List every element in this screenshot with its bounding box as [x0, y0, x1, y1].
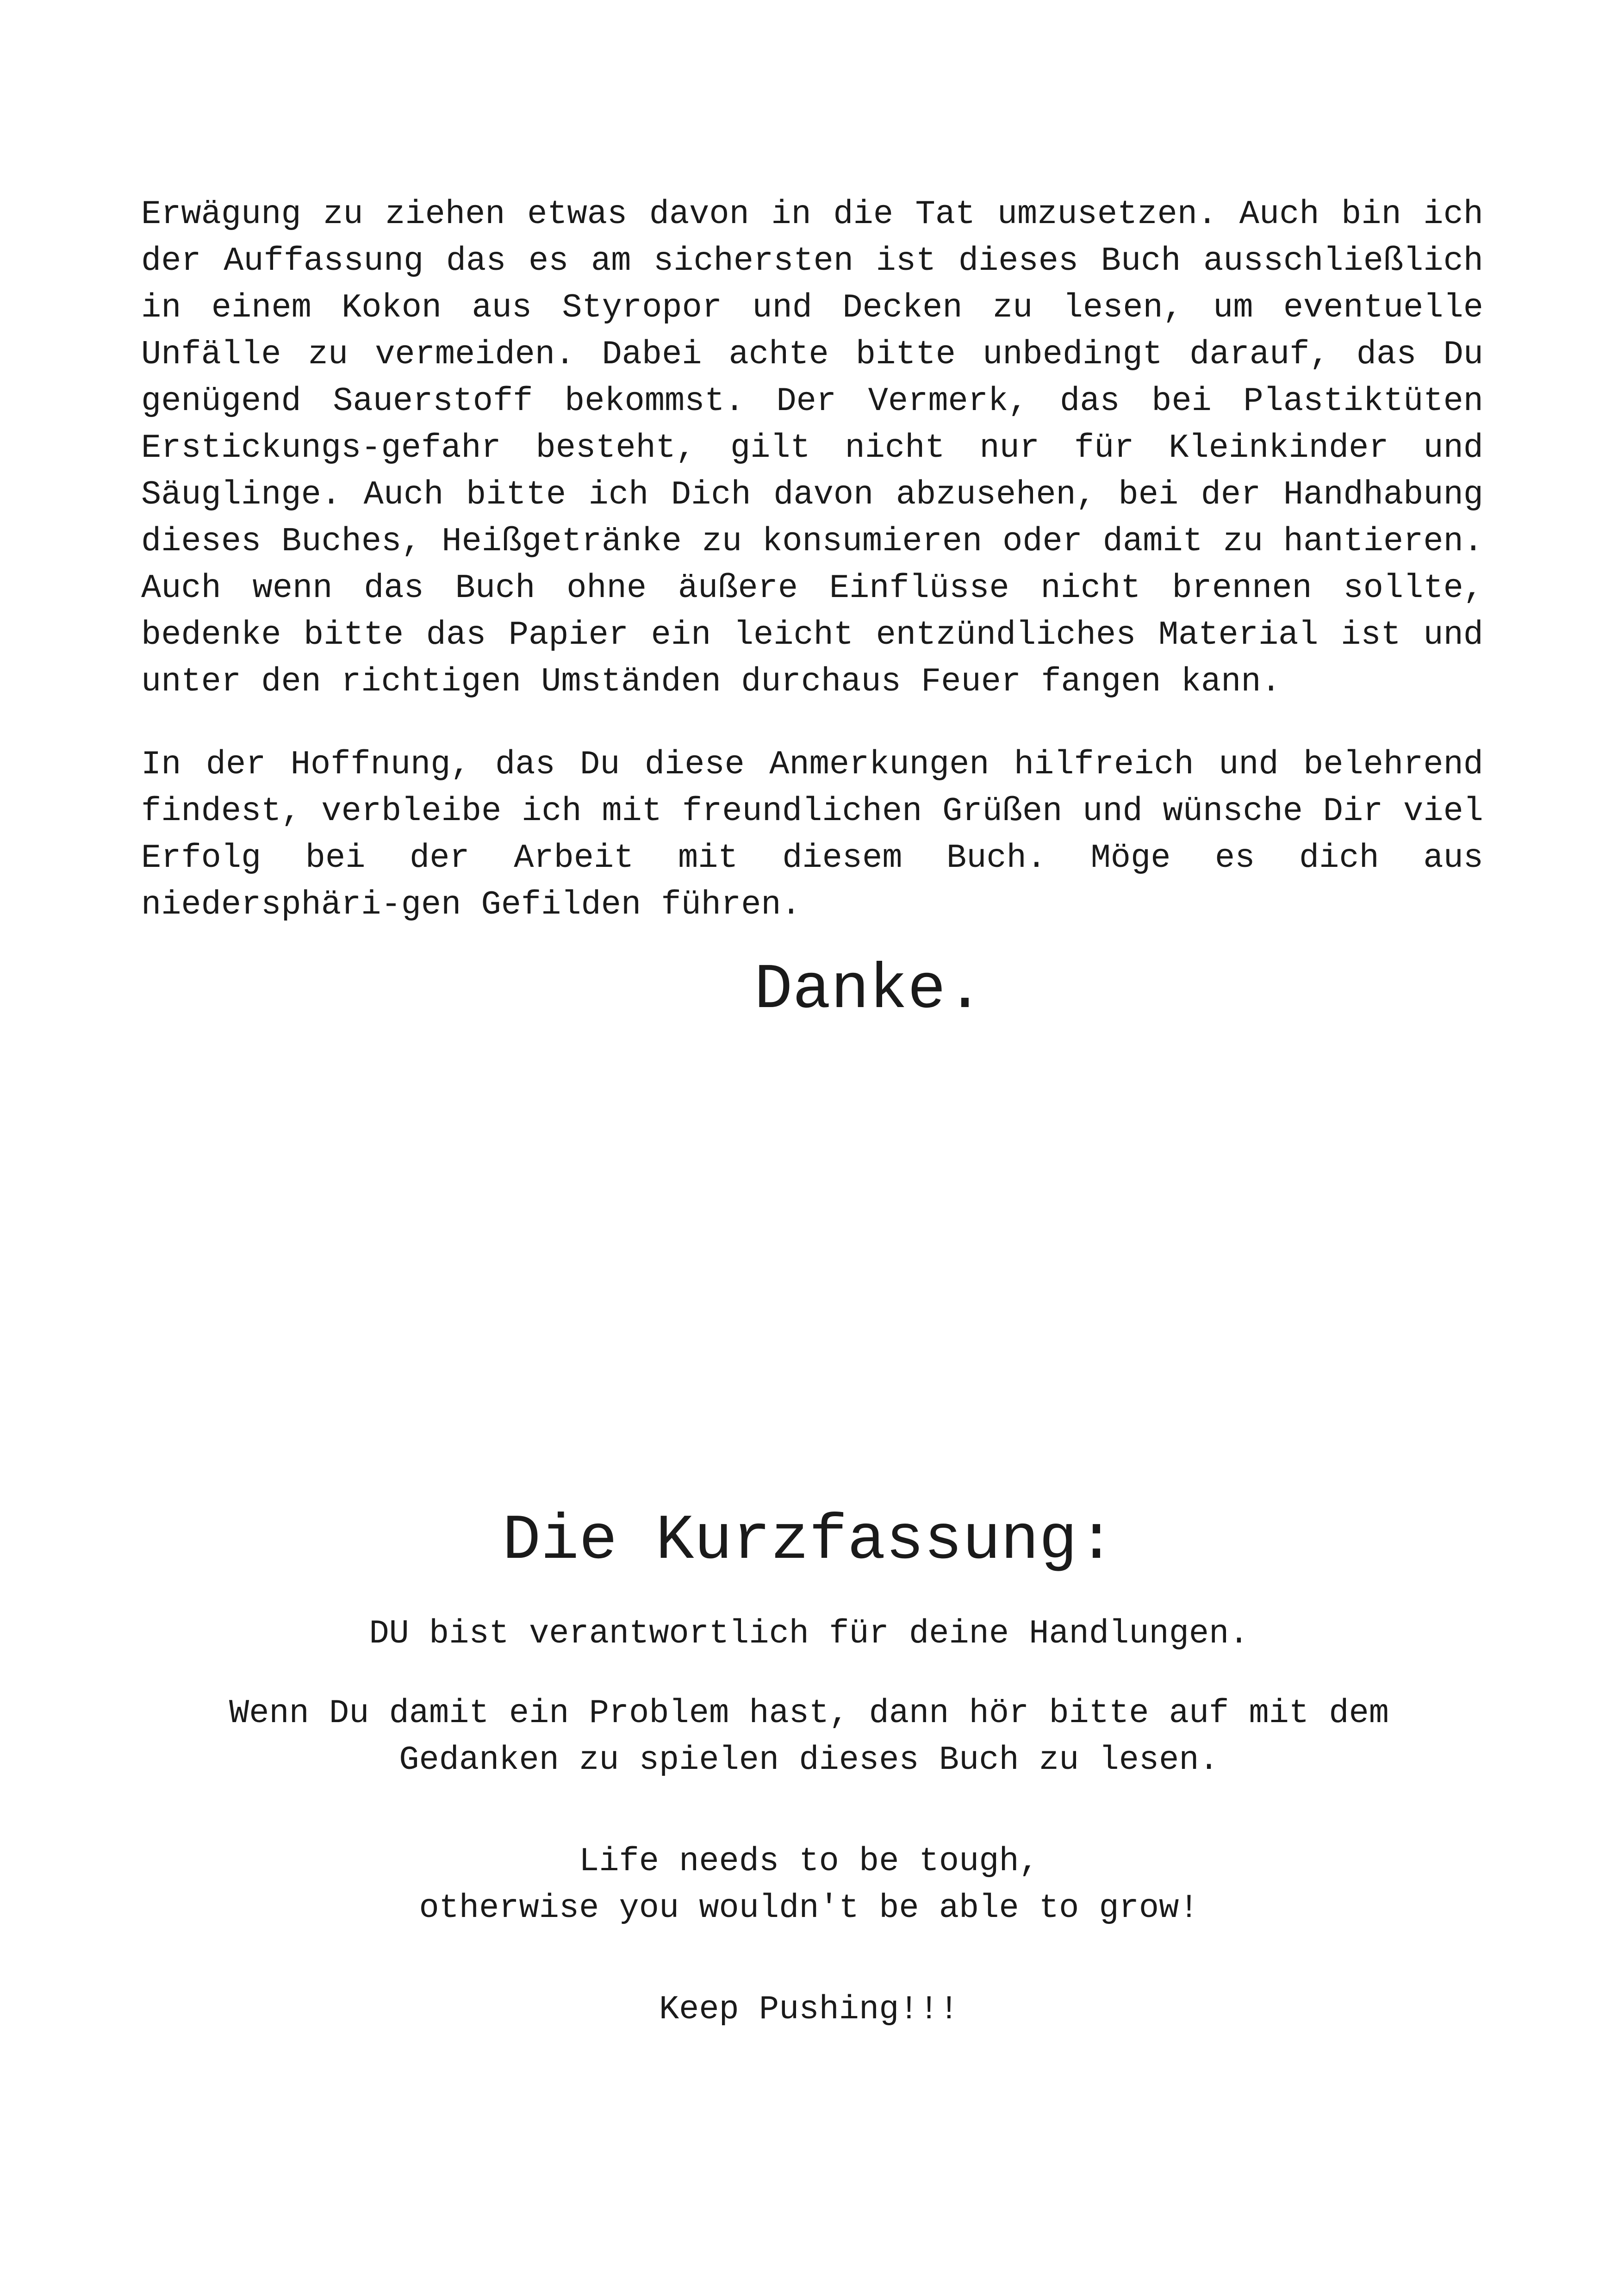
summary-line-problem: Wenn Du damit ein Problem hast, dann hör bitte auf mit dem: [229, 1694, 1389, 1732]
intro-paragraph-1: Erwägung zu ziehen etwas davon in die Tat umzusetzen. Auch bin ich der Auffassung das es am sichersten ist dieses Buch ausschließlich in einem Kokon aus Styropor und Decken zu lesen, um eventuelle Unfälle zu vermeiden. Dabei achte bitte unbedingt darauf, das Du genügend Sauerstoff bekommst. Der Vermerk, das bei Plastiktüten Erstickungs-gefahr besteht, gilt nicht nur für Kleinkinder und Säuglinge. Auch bitte ich Dich davon abzusehen, bei der Handhabung dieses Buches, Heißgetränke zu konsumieren oder damit zu hantieren. Auch wenn das Buch ohne äußere Einflüsse nicht brennen sollte, bedenke bitte das Papier ein leicht entzündliches Material ist und unter den richtigen Umständen durchaus Feuer fangen kann.: [141, 195, 1483, 701]
summary-line-stop-reading: Gedanken zu spielen dieses Buch zu lesen.: [399, 1741, 1219, 1779]
keep-pushing-line: Keep Pushing!!!: [659, 1991, 959, 2028]
summary-line-responsibility: DU bist verantwortlich für deine Handlungen.: [369, 1615, 1249, 1653]
motto-line-2: otherwise you wouldn't be able to grow!: [419, 1889, 1199, 1927]
intro-paragraph-2: In der Hoffnung, das Du diese Anmerkungen hilfreich und belehrend findest, verbleibe ich mit freundlichen Grüßen und wünsche Dir viel Erfolg bei der Arbeit mit diesem Buch. Möge es dich aus niedersphäri-gen Gefilden führen.: [141, 746, 1483, 924]
thanks-text: Danke.: [754, 954, 984, 1027]
motto-line-1: Life needs to be tough,: [579, 1842, 1039, 1880]
summary-heading: Die Kurzfassung:: [502, 1505, 1116, 1577]
